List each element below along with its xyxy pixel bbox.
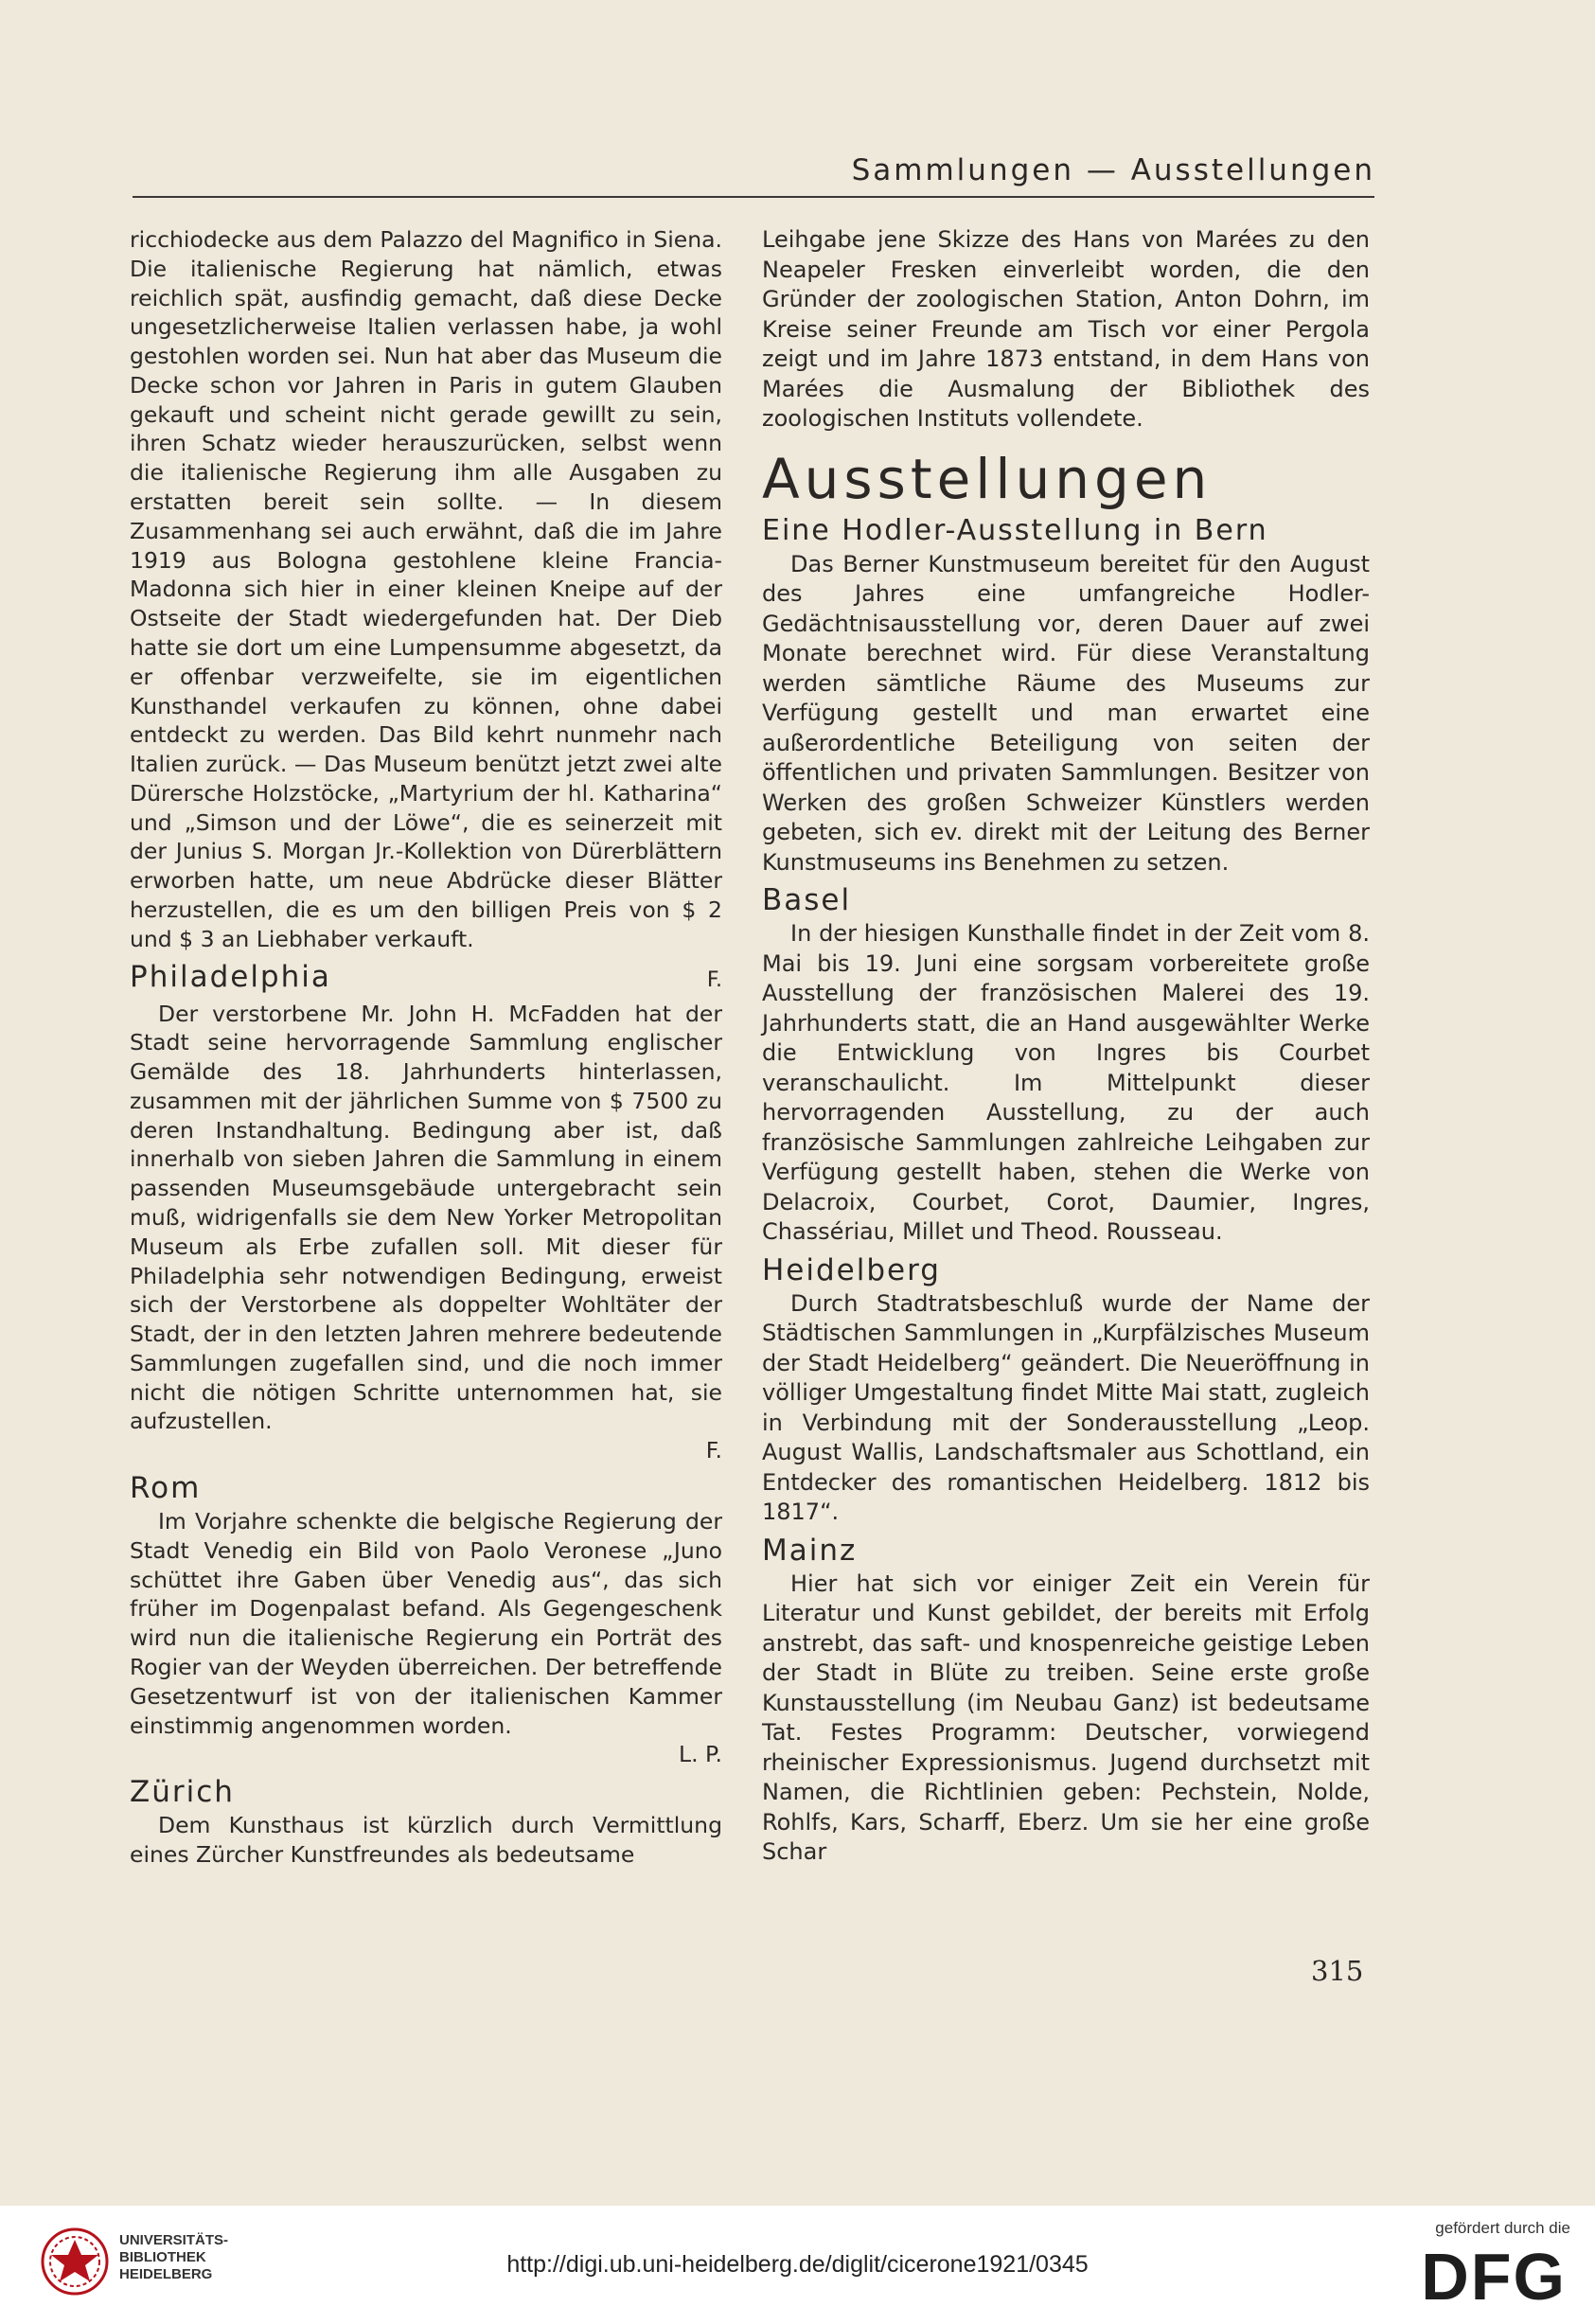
paragraph <box>762 225 1370 435</box>
paragraph-text: Durch Stadtratsbeschluß wurde der Name der Städtischen Sammlungen in „Kurpfälzisches Museum der Stadt Heidelberg“ geändert. Die Neueröffnung in völliger Umgestaltung findet Mitte Mai statt, zugleich in Verbindung mit der Sonderausstellung „Leop. August Wallis, Landschaftsmaler aus Schottland, ein Entdecker des romantischen Heidelberg. 1812 bis 1817“. <box>762 1289 1370 1525</box>
sub-heading: Eine Hodler-Ausstellung in Bern <box>762 513 1268 547</box>
section-heading-text: Philadelphia <box>130 959 331 994</box>
section-heading <box>130 960 722 998</box>
paragraph-text: ricchiodecke aus dem Palazzo del Magnifico in Siena. Die italienische Regierung hat nämlich, etwas reichlich spät, ausfindig gemacht, daß diese Decke ungesetzlicherweise Italien verlassen habe, ja wohl gestohlen worden sei. Nun hat aber das Museum die Decke schon vor Jahren in Paris in gutem Glauben gekauft und scheint nicht gerade gewillt zu sein, ihren Schatz wieder herauszurücken, selbst wenn die italienische Regierung ihm alle Ausgaben zu erstatten bereit sein sollte. — In diesem Zusammenhang sei auch erwähnt, daß die im Jahre 1919 aus Bologna gestohlene kleine Francia-Madonna sich hier in einer kleinen Kneipe auf der Ostseite der Stadt wiedergefunden hat. Der Dieb hatte sie dort um eine Lumpensumme abgesetzt, da er offenbar verzweifelte, sie im eigentlichen Kunsthandel verkaufen zu können, ohne dabei entdeckt zu werden. Das Bild kehrt nunmehr nach Italien zurück. — Das Museum benützt jetzt zwei alte Dürersche Holzstöcke, „Martyrium der hl. Katharina“ und „Simson und der Löwe“, die es seinerzeit mit der Junius S. Morgan Jr.-Kollektion von Dürerblättern erworben hatte, um neue Abdrücke dieser Blätter herzustellen, die es um den billigen Preis von $ 2 und $ 3 an Liebhaber verkauft. <box>130 226 722 952</box>
paragraph-text: Dem Kunsthaus ist kürzlich durch Vermittlung eines Zürcher Kunstfreundes als bedeutsame <box>130 1812 722 1868</box>
section-heading <box>762 1534 1370 1568</box>
section-heading-text: Rom <box>130 1471 202 1506</box>
author-signature: L. P. <box>678 1741 722 1768</box>
paragraph-text: Leihgabe jene Skizze des Hans von Marées zu den Neapeler Fresken einverleibt worden, die den Gründer der zoologischen Station, Anton Dohrn, im Kreise seiner Freunde am Tisch vor einer Pergola zeigt und im Jahre 1873 entstand, in dem Hans von Marées die Ausmalung der Bibliothek des zoologischen Instituts vollendete. <box>762 226 1370 432</box>
paragraph <box>130 1000 722 1437</box>
signature-line <box>130 1740 722 1769</box>
dfg-logo: DFG <box>1421 2240 1567 2314</box>
library-line: UNIVERSITÄTS- <box>119 2232 229 2248</box>
paragraph <box>130 225 722 954</box>
funding-caption: gefördert durch die <box>1435 2219 1570 2237</box>
paragraph <box>130 1811 722 1870</box>
section-heading <box>762 883 1370 917</box>
paragraph-text: Das Berner Kunstmuseum bereitet für den August des Jahres eine umfangreiche Hodler-Gedächtnisausstellung vor, deren Dauer auf zwei Monate berechnet wird. Für diese Veranstaltung werden sämtliche Räume des Museums zur Verfügung gestellt und man erwartet eine außerordentliche Beteiligung von seiten der öffentlichen und privaten Sammlungen. Besitzer von Werken des großen Schweizer Künstlers werden gebeten, sich ev. direkt mit der Leitung des Berner Kunstmuseums ins Benehmen zu setzen. <box>762 550 1370 876</box>
right-column <box>762 225 1370 1868</box>
section-heading-text: Mainz <box>762 1533 858 1568</box>
running-head: Sammlungen — Ausstellungen <box>851 153 1375 187</box>
library-line: HEIDELBERG <box>119 2266 213 2282</box>
section-heading-text: Heidelberg <box>762 1252 941 1287</box>
left-column <box>130 225 722 1870</box>
section-heading <box>130 1471 722 1505</box>
paragraph <box>762 919 1370 1248</box>
author-signature: F. <box>706 967 722 992</box>
page-number: 315 <box>1311 1955 1364 1987</box>
paragraph-text: Hier hat sich vor einiger Zeit ein Verein für Literatur und Kunst gebildet, der bereits mit Erfolg anstrebt, das saft- und knospenreiche geistige Leben der Stadt in Blüte zu treiben. Seine erste große Kunstausstellung (im Neubau Ganz) ist bedeutsame Tat. Festes Programm: Deutscher, vorwiegend rheinischer Expressionismus. Jugend durchsetzt mit Namen, die Richtlinien geben: Pechstein, Nolde, Rohlfs, Kars, Scharff, Eberz. Um sie her eine große Schar <box>762 1570 1370 1865</box>
signature-line <box>130 1436 722 1465</box>
paragraph <box>762 550 1370 878</box>
source-url[interactable]: http://digi.ub.uni-heidelberg.de/diglit/cicerone1921/0345 <box>506 2251 1089 2278</box>
paragraph-text: Der verstorbene Mr. John H. McFadden hat der Stadt seine hervorragende Sammlung englischer Gemälde des 18. Jahrhunderts hinterlassen, zusammen mit der jährlichen Summe von $ 7500 zu deren Instandhaltung. Bedingung aber ist, daß innerhalb von sieben Jahren die Sammlung in einem passenden Museumsgebäude untergebracht sein muß, widrigenfalls sie dem New Yorker Metropolitan Museum als Erbe zufallen soll. Mit dieser für Philadelphia sehr notwendigen Bedingung, erweist sich der Verstorbene als doppelter Wohltäter der Stadt, der in den letzten Jahren mehrere bedeutende Sammlungen zugefallen sind, und die noch immer nicht die nötigen Schritte unternommen hat, sie aufzustellen. <box>130 1000 722 1435</box>
footer <box>0 2206 1595 2324</box>
section-heading <box>130 1775 722 1809</box>
paragraph-text: In der hiesigen Kunsthalle findet in der Zeit vom 8. Mai bis 19. Juni eine sorgsam vorbereitete große Ausstellung der französischen Malerei des 19. Jahrhunderts statt, die an Hand ausgewählter Werke die Entwicklung von Ingres bis Courbet veranschaulicht. Im Mittelpunkt dieser hervorragenden Ausstellung, zu der auch französische Sammlungen zahlreiche Leihgaben zur Verfügung gestellt haben, stehen die Werke von Delacroix, Courbet, Corot, Daumier, Ingres, Chassériau, Millet und Theod. Rousseau. <box>762 920 1370 1245</box>
paragraph <box>762 1570 1370 1868</box>
major-heading: Ausstellungen <box>762 446 1213 511</box>
library-line: BIBLIOTHEK <box>119 2249 206 2265</box>
paragraph <box>762 1289 1370 1528</box>
header-rule <box>133 196 1374 198</box>
section-heading <box>762 1253 1370 1287</box>
section-heading-text: Zürich <box>130 1775 235 1810</box>
paragraph <box>130 1507 722 1740</box>
author-signature: F. <box>705 1437 722 1464</box>
paragraph-text: Im Vorjahre schenkte die belgische Regierung der Stadt Venedig ein Bild von Paolo Veronese „Juno schüttet ihre Gaben über Venedig aus“, das sich früher im Dogenpalast befand. Als Gegengeschenk wird nun die italienische Regierung ein Porträt des Rogier van der Weyden überreichen. Der betreffende Gesetzentwurf ist von der italienischen Kammer einstimmig angenommen worden. <box>130 1508 722 1739</box>
section-heading-text: Basel <box>762 883 852 917</box>
